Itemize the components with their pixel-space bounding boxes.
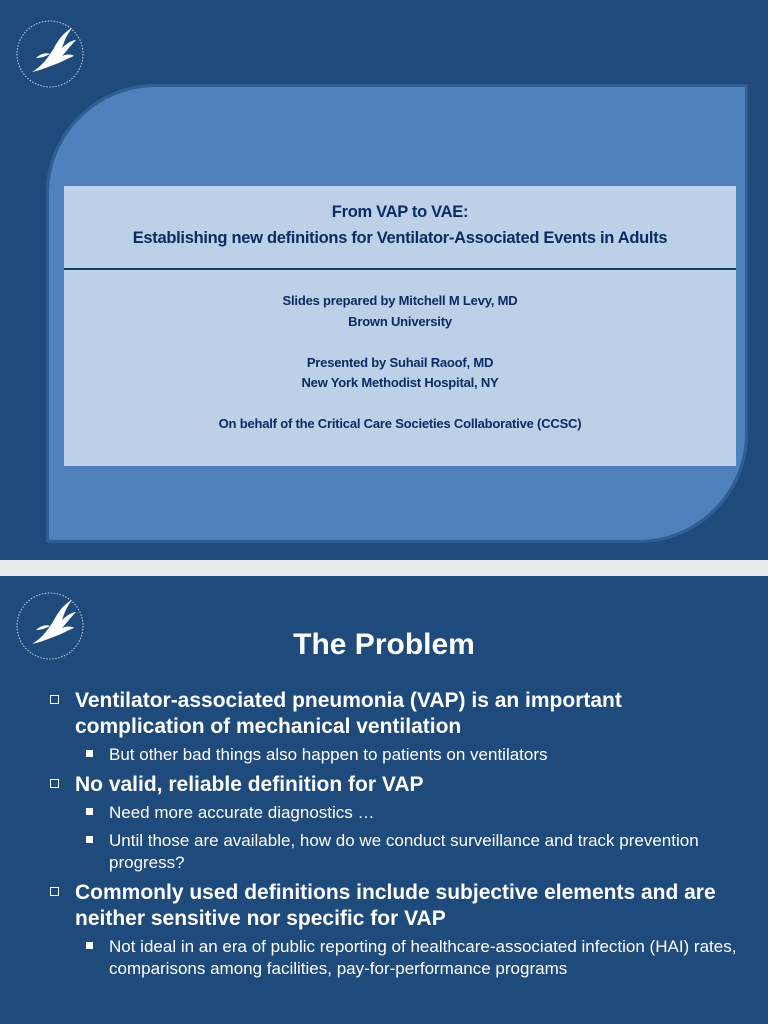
on-behalf-note: On behalf of the Critical Care Societies Collaborative (CCSC): [218, 416, 582, 431]
prepared-affiliation: Brown University: [348, 314, 452, 329]
sub-bullet-text: But other bad things also happen to patients on ventilators: [109, 745, 548, 764]
presented-by: Presented by Suhail Raoof, MD: [306, 355, 494, 370]
square-bullet-icon: [86, 750, 93, 757]
bullet-list: [48, 688, 748, 986]
checkbox-bullet-icon: [50, 695, 59, 704]
slide-title: The Problem: [293, 628, 475, 661]
sub-bullet-text: Need more accurate diagnostics …: [109, 803, 375, 822]
title-box: [64, 186, 736, 466]
sub-bullet-item: [48, 744, 748, 766]
presented-affiliation: New York Methodist Hospital, NY: [301, 375, 499, 390]
checkbox-bullet-icon: [50, 779, 59, 788]
problem-slide: [0, 576, 768, 1024]
sub-bullet-text: Until those are available, how do we conduct surveillance and track prevention progress?: [109, 831, 699, 872]
bullet-text: Commonly used definitions include subjective elements and are neither sensitive nor specific for VAP: [75, 881, 716, 930]
bullet-text: Ventilator-associated pneumonia (VAP) is an important complication of mechanical ventilation: [75, 689, 622, 738]
square-bullet-icon: [86, 836, 93, 843]
sub-bullet-item: [48, 936, 748, 980]
checkbox-bullet-icon: [50, 887, 59, 896]
presentation-title-line-2: Establishing new definitions for Ventilator-Associated Events in Adults: [132, 229, 668, 247]
square-bullet-icon: [86, 942, 93, 949]
prepared-by: Slides prepared by Mitchell M Levy, MD: [282, 293, 518, 308]
sub-bullet-text: Not ideal in an era of public reporting of healthcare-associated infection (HAI) rates, comparisons among facilities, pay-for-performance programs: [109, 937, 737, 978]
title-divider: [64, 268, 736, 270]
presentation-title-line-1: From VAP to VAE:: [331, 203, 469, 221]
square-bullet-icon: [86, 808, 93, 815]
sub-bullet-item: [48, 830, 748, 874]
sub-bullet-item: [48, 802, 748, 824]
bullet-item: [48, 880, 748, 932]
bullet-item: [48, 688, 748, 740]
hhs-eagle-seal-icon: [14, 18, 86, 90]
bullet-text: No valid, reliable definition for VAP: [75, 773, 424, 796]
bullet-item: [48, 772, 748, 798]
slide-separator: [0, 560, 768, 576]
